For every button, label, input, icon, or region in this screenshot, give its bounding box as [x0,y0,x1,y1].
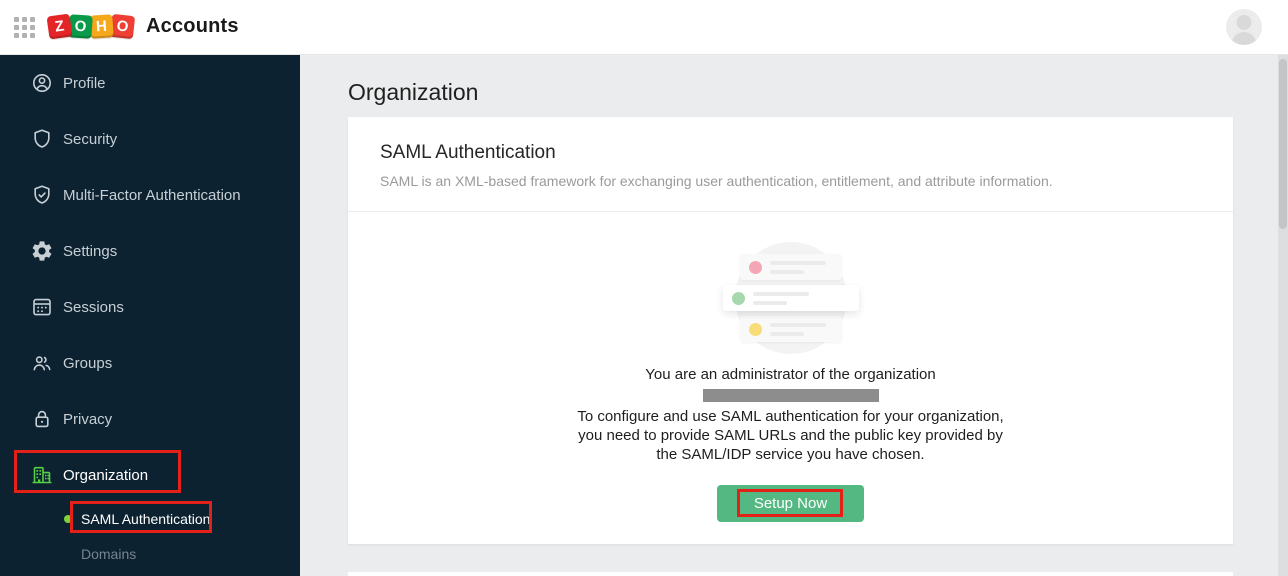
security-shield-icon [30,127,54,151]
avatar-silhouette-icon [1232,32,1257,45]
saml-card-body [348,242,1233,522]
sidebar-item-mfa[interactable] [0,167,300,223]
sidebar-item-label: Multi-Factor Authentication [63,186,241,204]
zoho-logo-tile: H [89,14,114,39]
zoho-logo-tile: O [68,14,93,39]
saml-illustration [735,242,847,354]
page-title: Organization [348,79,479,105]
zoho-logo-tile: Z [47,14,73,40]
apps-grid-icon[interactable] [14,17,35,38]
card-title: SAML Authentication [380,142,556,163]
sidebar-subitem-saml-authentication[interactable] [0,503,300,535]
sidebar-item-label: Security [63,130,118,148]
saml-card-header [348,117,1233,212]
sidebar-item-security[interactable] [0,111,300,167]
gear-icon [30,239,54,263]
card-description: SAML is an XML-based framework for exchanging user authentication, entitlement, and attribute information. [380,173,1053,189]
green-dot-icon [732,292,745,305]
sidebar-item-label: Groups [63,354,113,372]
illustration-row [723,285,859,311]
setup-now-button[interactable] [717,485,864,522]
sidebar-item-sessions[interactable] [0,279,300,335]
organization-buildings-icon [30,463,54,487]
sidebar-item-label: Sessions [63,298,124,316]
shield-check-icon [30,183,54,207]
sidebar-item-groups[interactable] [0,335,300,391]
illustration-row [740,316,842,342]
sidebar-nav [0,55,300,576]
saml-instructions-text: To configure and use SAML authentication for your organization, you need to provide SAML URLs and the public key provided by the SAML/IDP service you have chosen. [577,408,1004,463]
sidebar-subitem-label: Domains [81,546,137,562]
pink-dot-icon [749,261,762,274]
yellow-dot-icon [749,323,762,336]
saml-card [348,117,1233,544]
redacted-org-name-bar [703,389,879,402]
next-card-sliver [348,572,1233,576]
admin-status-text: You are an administrator of the organization [645,366,936,383]
sidebar-item-label: Organization [63,466,149,484]
vertical-scrollbar[interactable] [1278,55,1288,576]
main-content [300,55,1288,576]
zoho-logo[interactable] [48,15,239,38]
top-header [0,0,1288,55]
active-bullet-icon [64,515,72,523]
sessions-calendar-icon [30,295,54,319]
user-avatar[interactable] [1226,9,1262,45]
sidebar-subitem-domains[interactable] [0,535,300,573]
setup-now-label: Setup Now [753,495,828,512]
groups-people-icon [30,351,54,375]
avatar-silhouette-icon [1237,15,1252,30]
sidebar-item-label: Settings [63,242,118,260]
sidebar-subitem-label: SAML Authentication [81,511,211,527]
illustration-row [740,254,842,280]
sidebar-item-profile[interactable] [0,55,300,111]
lock-icon [30,407,54,431]
sidebar-item-privacy[interactable] [0,391,300,447]
zoho-logo-tile: O [110,14,135,39]
sidebar-item-label: Privacy [63,410,113,428]
sidebar-item-label: Profile [63,74,106,92]
app-title: Accounts [146,15,239,37]
scrollbar-thumb[interactable] [1279,59,1287,229]
sidebar-item-organization[interactable] [0,447,300,503]
sidebar-item-settings[interactable] [0,223,300,279]
profile-icon [30,71,54,95]
